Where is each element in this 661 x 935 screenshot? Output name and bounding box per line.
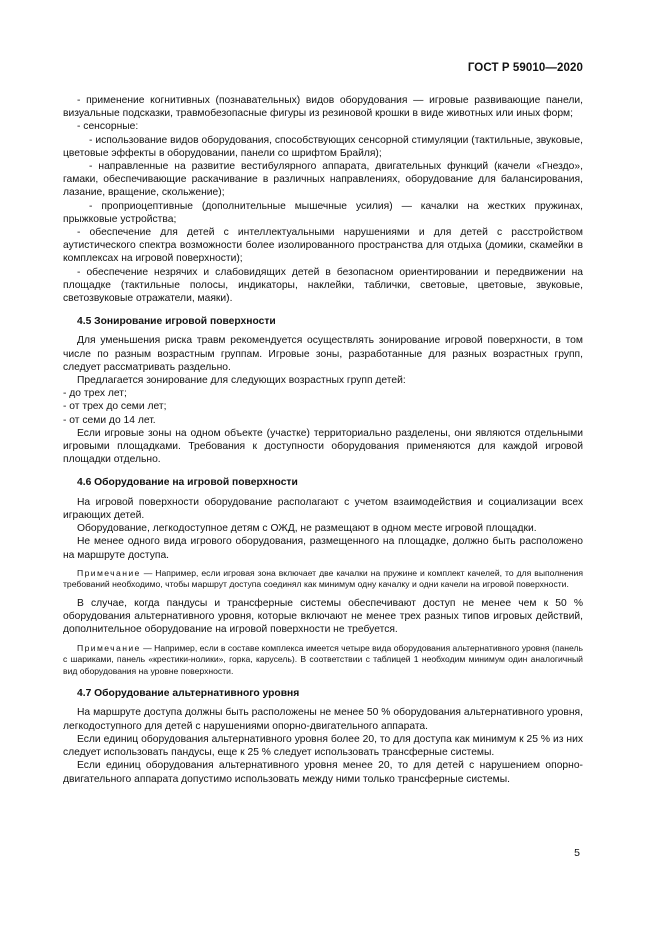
note	[63, 643, 583, 678]
page-content	[63, 94, 583, 786]
note	[63, 568, 583, 591]
paragraph: На игровой поверхности оборудование располагают с учетом взаимодействия и социализации всех играющих детей.	[63, 496, 583, 521]
paragraph: В случае, когда пандусы и трансферные системы обеспечивают доступ не менее чем к 50 % оборудования альтернативного уровня, которые включают не менее трех разных типов игровых действий, дополнительное оборудование на игровой поверхности не требуется.	[63, 597, 583, 636]
paragraph: Для уменьшения риска травм рекомендуется осуществлять зонирование игровой поверхности, в том числе по разным возрастным группам. Игровые зоны, разработанные для разных возрастных групп, следует рассматривать раздельно.	[63, 335, 583, 373]
note-text: — Например, если игровая зона включает две качалки на пружине и комплект качелей, то для выполнения требований необходимо, чтобы маршрут доступа соединял как минимум одну качалку и одни качели на игровой поверхности.	[63, 567, 583, 590]
section-heading-4-6: 4.6 Оборудование на игровой поверхности	[77, 477, 298, 489]
page-number: 5	[574, 847, 580, 859]
list-item: - обеспечение для детей с интеллектуальными нарушениями и для детей с расстройством аутистического спектра возможности более изолированного пространства для отдыха (домики, скамейки в комплексах на игровой поверхности);	[63, 227, 583, 265]
age-group-item: - до трех лет;	[63, 388, 127, 400]
paragraph: Если единиц оборудования альтернативного уровня менее 20, то для детей с нарушением опорно-двигательного аппарата допустимо использовать между ними только трансферные системы.	[63, 760, 583, 785]
age-group-item: - от трех до семи лет;	[63, 401, 167, 413]
note-label: Примечание	[77, 567, 141, 578]
section-heading-4-7: 4.7 Оборудование альтернативного уровня	[77, 688, 300, 700]
note-text: — Например, если в составе комплекса имеется четыре вида оборудования альтернативного уровня (панель с шариками, панель «крестики-нолики», горка, карусель). В соответствии с таблицей 1 необходим минимум один аналогичный вид оборудования на уровне поверхности.	[63, 642, 583, 676]
list-item: - направленные на развитие вестибулярного аппарата, двигательных функций (качели «Гнездо», гамаки, обеспечивающие раскачивание в различных направлениях, оборудование для балансирования, лазание, вращение, скольжение);	[63, 161, 583, 199]
paragraph: Если игровые зоны на одном объекте (участке) территориально разделены, они являются отдельными игровыми площадками. Требования к доступности оборудования применяются для каждой игровой площадки отдельно.	[63, 427, 583, 466]
section-heading-4-5: 4.5 Зонирование игровой поверхности	[77, 316, 276, 328]
paragraph: Предлагается зонирование для следующих возрастных групп детей:	[77, 375, 406, 387]
paragraph: Оборудование, легкодоступное детям с ОЖД, не размещают в одном месте игровой площадки.	[77, 523, 537, 535]
paragraph: Не менее одного вида игрового оборудования, размещенного на площадке, должно быть расположено на маршруте доступа.	[63, 536, 583, 561]
list-item: - применение когнитивных (познавательных) видов оборудования — игровые развивающие панели, визуальные подсказки, травмобезопасные фигуры из резиновой крошки в виде животных или иных форм;	[63, 95, 583, 120]
note-label: Примечание	[77, 642, 141, 653]
age-group-item: - от семи до 14 лет.	[63, 414, 156, 426]
paragraph: На маршруте доступа должны быть расположены не менее 50 % оборудования альтернативного уровня, легкодоступного для детей с нарушениями опорно-двигательного аппарата.	[63, 707, 583, 732]
paragraph: Если единиц оборудования альтернативного уровня более 20, то для доступа как минимум к 25 % из них следует использовать пандусы, еще к 25 % следует использовать трансферные системы.	[63, 733, 583, 759]
list-item: - обеспечение незрячих и слабовидящих детей в безопасном ориентировании и передвижении на площадке (тактильные полосы, индикаторы, наклейки, таблички, световые, цветовые, звуковые, светозвуковые отражатели, маяки).	[63, 266, 583, 305]
list-item: - проприоцептивные (дополнительные мышечные усилия) — качалки на жестких пружинах, прыжковые устройства;	[63, 200, 583, 225]
list-item: - сенсорные:	[77, 121, 139, 133]
doc-number-header: ГОСТ Р 59010—2020	[467, 62, 583, 74]
list-item: - использование видов оборудования, способствующих сенсорной стимуляции (тактильные, звуковые, цветовые эффекты в оборудовании, панели со шрифтом Брайля);	[63, 134, 583, 159]
